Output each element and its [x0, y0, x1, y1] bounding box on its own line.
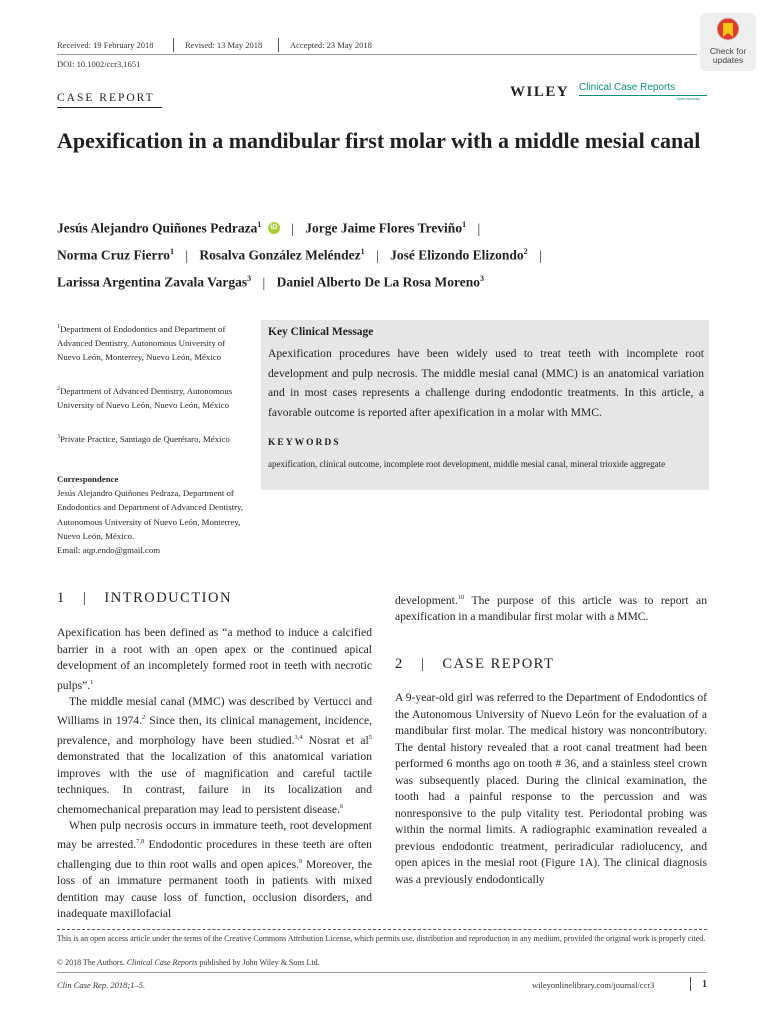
section-number: 2 [395, 656, 404, 672]
citation-ref: 7,8 [136, 838, 145, 846]
orcid-icon[interactable]: iD [268, 222, 280, 234]
author-name: Norma Cruz Fierro [57, 247, 170, 263]
section-number: 1 [57, 590, 66, 606]
paragraph-text: When pulp necrosis occurs in immature teeth, root development may be arrested. [57, 818, 372, 852]
header-divider [278, 38, 279, 52]
doi[interactable]: DOI: 10.1002/ccr3.1651 [57, 59, 141, 69]
author-affiliation-marker: 1 [257, 220, 262, 229]
citation-ref: 10 [457, 594, 465, 601]
author-separator: | [262, 274, 266, 290]
author-affiliation-marker: 3 [479, 274, 484, 283]
page-number: 1 [702, 979, 707, 990]
accepted-date: Accepted: 23 May 2018 [290, 40, 372, 50]
paragraph-text: The middle mesial canal (MMC) was described by Vertucci and Williams in 1974. [57, 694, 372, 728]
author-name: Daniel Alberto De La Rosa Moreno [276, 274, 480, 290]
journal-url[interactable]: wileyonlinelibrary.com/journal/ccr3 [532, 980, 655, 990]
author-name: José Elizondo Elizondo [390, 247, 524, 263]
author-affiliation-marker: 1 [360, 247, 365, 256]
paragraph-text: Endodontic procedures in these teeth are often challenging due to thin root walls and open apices. [57, 838, 372, 871]
paragraph: A 9-year-old girl was referred to the Department of Endodontics of the Autonomous University of Nuevo León for the evaluation of a mandibular first molar. The medical history was noncontributory. The dental history revealed that a root canal treatment had been performed 6 months ago on tooth # 36, and a stainless steel crown was subsequently placed. During the clinical examination, the tooth had a painful response to the percussion and was nonresponsive to the pulp vitality test. Periodontal probing was within the normal limits. A radiographic examination revealed a previous endodontic treatment, periradicular radiolucency, and open apices in the mesial root (Figure 1A). The clinical diagnosis was a previously endodontically [395, 691, 707, 886]
key-message-heading: Key Clinical Message [268, 326, 374, 338]
section-label: CASE REPORT [57, 92, 155, 104]
affiliation-text: Department of Endodontics and Department of Advanced Dentistry, Autonomous University of Nuevo León, Monterrey, Nuevo León, México [57, 323, 226, 363]
author-name: Jorge Jaime Flores Treviño [305, 220, 463, 236]
authors-line-2 [57, 239, 717, 269]
key-clinical-message-box [261, 320, 709, 490]
case-report-body [395, 690, 707, 888]
section-title: CASE REPORT [442, 656, 555, 672]
paragraph-text: Nosrat et al [302, 733, 369, 747]
paragraph-text: The purpose of this article was to report an apexification in a mandibular first molar with a MMC. [395, 593, 707, 624]
author-affiliation-marker: 2 [523, 247, 528, 256]
introduction-continued [395, 590, 707, 626]
keywords-text: apexification, clinical outcome, incomplete root development, middle mesial canal, mineral trioxide aggregate [268, 459, 666, 469]
citation-ref: 6 [339, 802, 344, 810]
paragraph [395, 590, 707, 626]
author-separator: | [291, 220, 294, 236]
license-statement: This is an open access article under the terms of the Creative Commons Attribution License, which permits use, distribution and reproduction in any medium, provided the original work is properly cited. [57, 934, 706, 943]
correspondence-text: Jesús Alejandro Quiñones Pedraza, Department of Endodontics and Department of Advanced Dentistry, Autonomous University of Nuevo León, Monterrey, Nuevo León, México. [57, 488, 244, 541]
affiliation-number: 1 [57, 324, 60, 330]
citation-line: Clin Case Rep. 2018;1–5. [57, 980, 146, 990]
paragraph [57, 694, 372, 818]
publisher-logo: WILEY [510, 84, 570, 100]
author-separator: | [539, 247, 542, 263]
section-separator: | [420, 656, 426, 672]
section-separator: | [82, 590, 88, 606]
affiliation-number: 2 [57, 386, 60, 392]
check-for-updates-badge[interactable] [700, 13, 756, 71]
header-divider [173, 38, 174, 52]
footer-bottom-rule [57, 972, 707, 973]
correspondence-block [57, 472, 249, 557]
section-title: INTRODUCTION [104, 590, 232, 606]
paragraph-text: development. [395, 593, 458, 607]
paragraph-text: demonstrated that the localization of this anatomical variation improves with the use of magnification and careful tactile techniques. In contrast, failure in its localization and chemomechanical preparation may lead to persistent disease. [57, 750, 372, 816]
check-updates-line1: Check for [709, 46, 747, 56]
paragraph-text: Apexification has been defined as “a method to induce a calcified barrier in a root with an open apex or the continued apical development of an incompletely formed root in teeth with necrotic pulps”. [57, 626, 372, 692]
affiliation-number: 3 [57, 434, 60, 440]
citation-ref: 1 [90, 678, 94, 686]
paragraph-text: Moreover, the loss of an immature permanent tooth in patients with mixed dentition may cause loss of function, occlusion disorders, and inadequate maxillofacial [57, 857, 372, 921]
keywords-label: KEYWORDS [268, 438, 341, 448]
received-date: Received: 19 February 2018 [57, 40, 154, 50]
copyright-text: published by John Wiley & Sons Ltd. [197, 958, 320, 967]
check-updates-line2: updates [712, 55, 744, 65]
bookmark-icon [716, 17, 740, 43]
affiliation-text: Department of Advanced Dentistry, Autonomous University of Nuevo León, Nuevo León, México [57, 385, 233, 411]
affiliation [57, 382, 249, 412]
citation-ref: 5 [368, 733, 373, 741]
copyright-statement [57, 958, 320, 967]
section-heading-case-report [395, 656, 554, 673]
section-heading-introduction [57, 590, 232, 607]
footer-divider [690, 977, 691, 991]
affiliation [57, 320, 249, 365]
journal-name: Clinical Case Reports [579, 82, 676, 93]
affiliation-text: Private Practice, Santiago de Querétaro, México [60, 433, 230, 444]
correspondence-label: Correspondence [57, 474, 119, 484]
citation-ref: 3,4 [294, 733, 303, 741]
paragraph-text: Since then, its clinical management, incidence, prevalence, and morphology have been studied. [57, 714, 372, 747]
citation-ref: 9 [298, 857, 303, 865]
authors-line-1 [57, 212, 717, 242]
footer-rule [57, 929, 707, 930]
author-separator: | [477, 220, 481, 236]
revised-date: Revised: 13 May 2018 [185, 40, 263, 50]
author-name: Jesús Alejandro Quiñones Pedraza [57, 220, 258, 236]
citation-ref: 2 [142, 714, 146, 722]
authors-line-3 [57, 266, 717, 296]
section-label-underline [57, 107, 162, 108]
article-title: Apexification in a mandibular first molar with a middle mesial canal [57, 128, 701, 153]
introduction-body [57, 625, 372, 923]
author-separator: | [185, 247, 189, 263]
author-separator: | [376, 247, 379, 263]
paragraph [57, 818, 372, 923]
open-access-label: Open Access [676, 96, 700, 101]
author-affiliation-marker: 1 [169, 247, 174, 256]
author-affiliation-marker: 3 [247, 274, 252, 283]
author-name: Larissa Argentina Zavala Vargas [57, 274, 248, 290]
header-rule [57, 54, 697, 55]
key-message-text: Apexification procedures have been widely used to treat teeth with incomplete root development and pulp necrosis. The middle mesial canal (MMC) is an anatomical variation and in most cases represents a challenge during endodontic treatments. In this article, a favorable outcome is reported after apexification in a molar with MMC. [268, 347, 704, 419]
correspondence-email[interactable]: Email: aqp.endo@gmail.com [57, 545, 161, 556]
copyright-journal: Clinical Case Reports [126, 958, 198, 967]
copyright-text: © 2018 The Authors. [57, 958, 127, 967]
author-name: Rosalva González Meléndez [199, 247, 361, 263]
affiliation [57, 430, 249, 446]
paragraph [57, 625, 372, 694]
author-affiliation-marker: 1 [462, 220, 467, 229]
